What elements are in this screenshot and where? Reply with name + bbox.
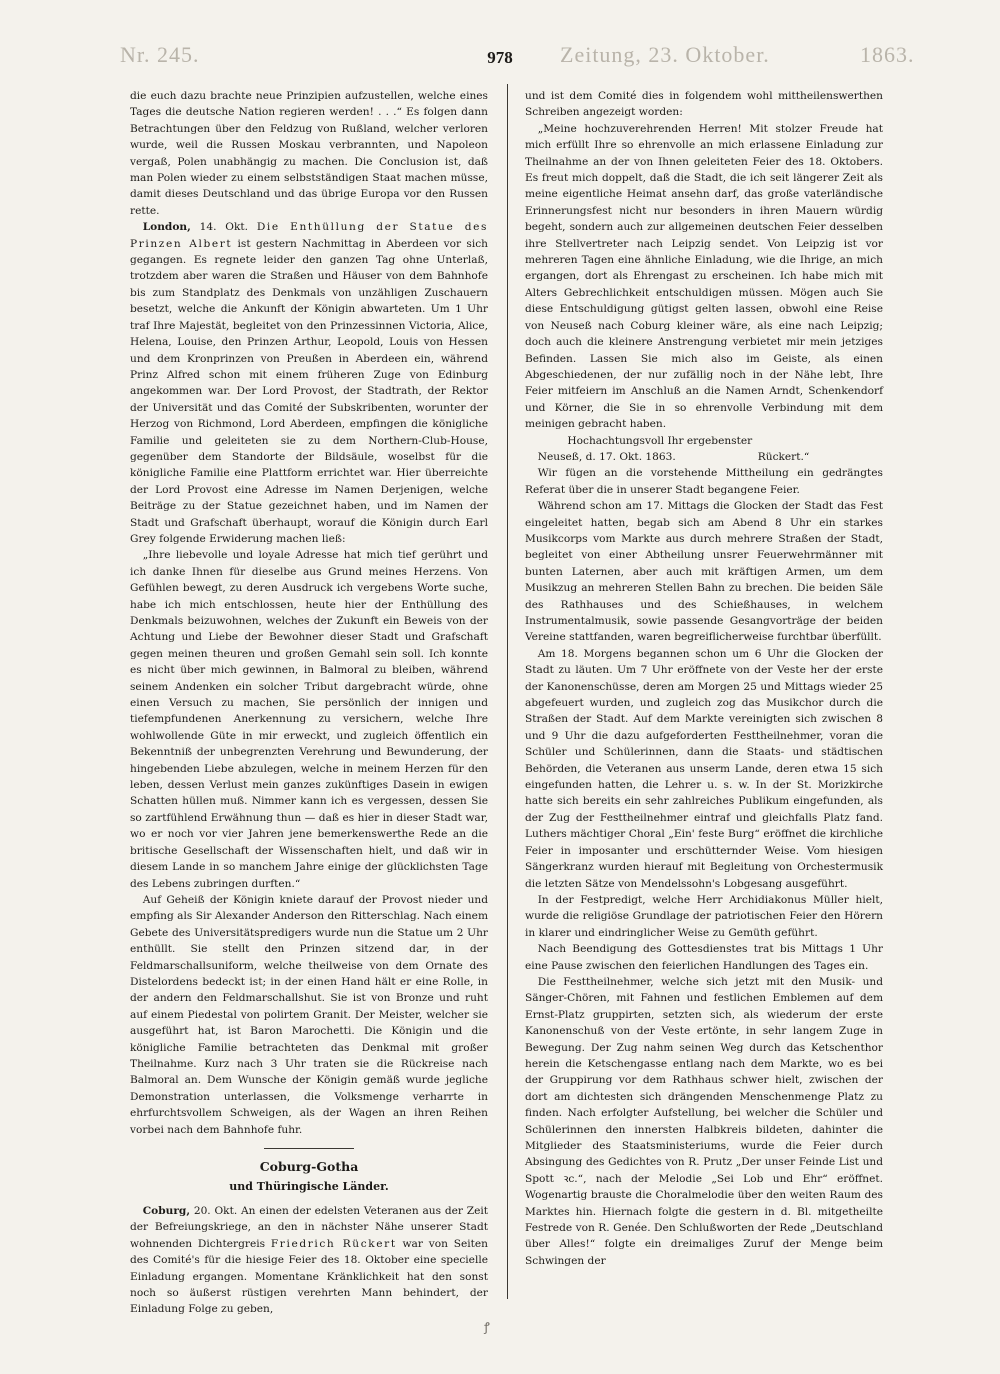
coburg-text-b: war von Seiten des Comité's für die hiesige Feier des 18. Oktober eine specielle Einladung ergangen. Momentane Kränklichkeit hat den sonst noch so äußerst rüstigen verehrten Mann behindert, der Einladung Folge zu geben, (130, 1237, 488, 1316)
paragraph-coburg-report (130, 1203, 488, 1318)
dateline-london: London, (142, 221, 191, 234)
paragraph-market-ceremony: Die Festtheilnehmer, welche sich jetzt mit den Musik- und Sänger-Chören, mit Fahnen und festlichen Emblemen auf dem Ernst-Platz gruppirten, setzten sich, als wiederum der erste Kanonenschuß von der Veste ertönte, in sehr langem Zuge in Bewegung. Der Zug nahm seinen Weg durch das Ketschenthor herein die Ketschengasse entlang nach dem Markte, wo es bei der Gruppirung vor dem Rathhaus schwer hielt, zwischen der dort am dichtesten sich drängenden Menschenmenge Platz zu finden. Nach erfolgter Aufstellung, bei welcher die Schüler und Schülerinnen den innersten Halbkreis bildeten, dahinter die Mitglieder des Staatsministeriums, wurde die Feier durch Absingung des Gedichtes von R. Prutz „Der unser Feinde List und Spott ꝛc.“, nach der Melodie „Sei Lob und Ehr“ eröffnet. Wogenartig brauste die Choralmelodie über den weiten Raum des Marktes hin. Hiernach folgte die gestern in d. Bl. mitgetheilte Festrede von R. Genée. Den Schlußworten der Rede „Deutschland über Alles!“ folgte ein dreimaliges Zuruf der Menge beim Schwingen der (525, 975, 883, 1267)
date-coburg: 20. Okt. (193, 1205, 238, 1217)
page-number: 978 (487, 48, 513, 67)
letter-signature: Rückert.“ (757, 450, 810, 463)
paragraph-eve-celebration: Während schon am 17. Mittags die Glocken der Stadt das Fest eingeleitet hatten, begab sich am Abend 8 Uhr ein starkes Musikcorps vom Markte aus durch mehrere Straßen der Stadt, begleitet von einer Abtheilung unsrer Feuerwehrmänner mit bunten Laternen, aber auch mit kräftigen Armen, um dem Musikzug an mehreren Stellen Bahn zu brechen. Die beiden Säle des Rathhauses und des Schießhauses, in welchem Instrumentalmusik, sowie passende Gesangvorträge der beiden Vereine stattfanden, waren begreiflicherweise furchtbar überfüllt. (525, 500, 883, 644)
paragraph-unveiling: Auf Geheiß der Königin kniete darauf der Provost nieder und empfing als Sir Alexander Anderson den Ritterschlag. Nach einem Gebete des Universitätspredigers wurde nun die Statue um 2 Uhr enthüllt. Sie stellt den Prinzen sitzend dar, in der Feldmarschallsuniform, welche theilweise von dem Ornate des Distelordens bedeckt ist; in der einen Hand hält er eine Rolle, in der andern den Feldmarschallshut. Sie ist von Bronze und ruht auf einem Piedestal von polirtem Granit. Der Meister, welcher sie ausgeführt hat, ist Baron Marochetti. Die Königin und die königliche Familie betrachteten das Denkmal mit großer Theilnahme. Kurz nach 3 Uhr traten sie die Rückreise nach Balmoral an. Dem Wunsche der Königin gemäß wurde jegliche Demonstration unterlassen, die Volksmenge verharrte in ehrfurchtsvollem Schweigen, als der Wagen an ihren Reihen vorbei nach dem Bahnhofe fuhr. (130, 893, 488, 1136)
paragraph-napoleon-continuation: die euch dazu brachte neue Prinzipien aufzustellen, welche eines Tages die deutsche Nation regieren werden! . . .“ Es folgen dann Betrachtungen über den Feldzug von Rußland, welcher verloren wurde, weil die Russen Moskau verbrannten, und Napoleon vergaß, Polen unabhängig zu machen. Die Conclusion ist, daß man Polen wieder zu einem selbstständigen Staat machen müsse, damit dieses Deutschland und das übrige Europa vor den Russen rette. (130, 90, 488, 217)
footer-mark: ꝭ (484, 1320, 490, 1334)
letter-closing: Hochachtungsvoll Ihr ergebenster (567, 434, 753, 447)
column-divider (507, 84, 508, 1299)
section-subtitle: und Thüringische Länder. (229, 1180, 389, 1193)
london-report-text: ist gestern Nachmittag in Aberdeen vor sich gegangen. Es regnete leider den ganzen Tag ohne Unterlaß, trotzdem aber waren die Straßen und Häuser von dem Bahnhofe bis zum Standplatz des Denkmals von unzähligen Zuschauern besetzt, welche die Ankunft der Königin abwarteten. Um 1 Uhr traf Ihre Majestät, begleitet von den Prinzessinnen Victoria, Alice, Helena, Louise, den Prinzen Arthur, Leopold, Louis von Hessen und dem Kronprinzen von Preußen in Aberdeen ein, während Prinz Alfred schon mit einem früheren Zuge von Edinburg angekommen war. Der Lord Provost, der Stadtrath, der Rektor der Universität und das Comité der Subskribenten, worunter der Herzog von Richmond, Lord Aberdeen, empfingen die königliche Familie und geleiteten sie zu dem Northern-Club-House, gegenüber dem Standorte der Bildsäule, woselbst für die königliche Familie eine Plattform errichtet war. Hier überreichte der Lord Provost eine Adresse im Namen Derjenigen, welche Beiträge zu der Statue gezeichnet haben, und im Namen der Stadt und Grafschaft überhaupt, worauf die Königin durch Earl Grey folgende Erwiderung machen ließ: (130, 237, 488, 545)
paragraph-morning-procession: Am 18. Morgens begannen schon um 6 Uhr die Glocken der Stadt zu läuten. Um 7 Uhr eröffnete von der Veste her der erste der Kanonenschüsse, deren am Morgen 25 und Mittags wieder 25 abgefeuert wurden, und zugleich zog das Musikchor durch die Straßen der Stadt. Auf dem Markte vereinigten sich zwischen 8 und 9 Uhr die dazu aufgeforderten Festtheilnehmer, voran die Schüler und Schülerinnen, dann die Staats- und städtischen Behörden, die Veteranen aus unserm Lande, deren etwa 15 sich eingefunden hatten, die Lehrer u. s. w. In der St. Morizkirche hatte sich bereits ein sehr zahlreiches Publikum eingefunden, als der Zug der Festtheilnehmer eintraf und gleichfalls Platz fand. Luthers mächtiger Choral „Ein' feste Burg“ eröffnet die kirchliche Feier in imposanter und erschütternder Weise. Vom hiesigen Sängerkranz wurden hierauf mit Begleitung von Orchestermusik die letzten Sätze von Mendelssohn's Lobgesang ausgeführt. (525, 647, 883, 890)
letter-place-date: Neuseß, d. 17. Okt. 1863. (537, 450, 676, 463)
spaced-heading-statue: Die Enthüllung der Statue des Prinzen Albert (130, 221, 489, 250)
paragraph-sermon: In der Festpredigt, welche Herr Archidiakonus Müller hielt, wurde die religiöse Grundlage der patriotischen Feier den Hörern in klarer und eindringlicher Weise zu Gemüth geführt. (525, 893, 883, 939)
paragraph-report-intro: Wir fügen an die vorstehende Mittheilung ein gedrängtes Referat über die in unserer Stadt begangene Feier. (525, 467, 883, 496)
right-column (525, 88, 883, 1269)
left-column (130, 88, 488, 1318)
bleed-through-header-left: Nr. 245. (120, 42, 200, 67)
section-title: Coburg-Gotha (259, 1159, 359, 1174)
spaced-name-rueckert: Friedrich Rückert (270, 1237, 397, 1250)
paragraph-rueckert-letter: „Meine hochzuverehrenden Herren! Mit stolzer Freude hat mich erfüllt Ihre so ehrenvolle an mich erlassene Einladung zur Theilnahme an der von Ihnen geleiteten Feier des 18. Oktobers. Es freut mich doppelt, daß die Stadt, die ich seit längerer Zeit als meine eigentliche Heimat ansehn darf, das große vaterländische Erinnerungsfest nicht nur besonders in ihren Mauern würdig begeht, sondern auch zur allgemeinen deutschen Feier desselben ihre Stellvertreter nach Leipzig sendet. Von Leipzig ist vor mehreren Tagen eine ähnliche Einladung, wie die Ihrige, an mich ergangen, dort als Ehrengast zu erscheinen. Ich habe mich mit Alters Gebrechlichkeit entschuldigen müssen. Mögen auch Sie diese Entschuldigung gütigst gelten lassen, obwohl eine Reise von Neuseß nach Coburg kleiner wäre, als eine nach Leipzig; doch auch die kleinere Anstrengung verbietet mir mein jetziges Befinden. Lassen Sie mich also im Geiste, als einen Abgeschiedenen, der nur zufällig noch in der Nähe lebt, Ihre Feier mitfeiern im Anschluß an die Namen Arndt, Schenkendorf und Körner, die Sie in so ehrenvolle Verbindung mit dem meinigen gebracht haben. (525, 122, 883, 431)
bleed-through-header-right: 1863. (860, 42, 915, 67)
coburg-text-a: An einen der edelsten Veteranen aus der Zeit der Befreiungskriege, an den in nächster Nähe unserer Stadt wohnenden Dichtergreis (130, 1205, 489, 1250)
paragraph-pause: Nach Beendigung des Gottesdienstes trat bis Mittags 1 Uhr eine Pause zwischen den feierlichen Handlungen des Tages ein. (525, 943, 883, 972)
letter-place-date-line (525, 449, 883, 465)
section-rule (264, 1148, 354, 1149)
bleed-through-header-middle: Zeitung, 23. Oktober. (560, 42, 770, 67)
date-london: 14. Okt. (199, 221, 248, 234)
paragraph-london-report (130, 219, 488, 547)
paragraph-queen-reply: „Ihre liebevolle und loyale Adresse hat mich tief gerührt und ich danke Ihnen für dieselbe aus Grund meines Herzens. Von Gefühlen bewegt, zu deren Ausdruck ich vergebens Worte suche, habe ich mich entschlossen, heute hier der Enthüllung des Denkmals beizuwohnen, welches der Zukunft ein Beweis von der Achtung und Liebe der Bewohner dieser Stadt und Grafschaft gegen meinen theuren und großen Gemahl sein soll. Ich konnte es nicht über mich gewinnen, in Balmoral zu bleiben, während seinem Andenken ein solcher Tribut dargebracht würde, ohne einen Versuch zu machen, Sie persönlich der innigen und tiefempfundenen Anerkennung zu versichern, welche Ihre wohlwollende Güte in mir erweckt, und zugleich öffentlich ein Bekenntniß der unbegrenzten Verehrung und Bewunderung, der hingebenden Liebe abzulegen, welche in meinem Herzen für den leben, dessen Verlust mein ganzes zukünftiges Dasein in ewigen Schatten hüllen muß. Nimmer kann ich es vergessen, dessen Sie so zartfühlend Erwähnung thun — daß es hier in dieser Stadt war, wo er noch vor vier Jahren jene bemerkenswerthe Rede an die britische Gesellschaft der Wissenschaften hielt, und daß wir in diesem Lande in so manchem Jahre einige der glücklichsten Tage des Lebens zubringen durften.“ (130, 549, 488, 890)
paragraph-letter-intro: und ist dem Comité dies in folgendem wohl mittheilenswerthen Schreiben angezeigt worden: (525, 90, 883, 119)
dateline-coburg: Coburg, (142, 1205, 191, 1217)
